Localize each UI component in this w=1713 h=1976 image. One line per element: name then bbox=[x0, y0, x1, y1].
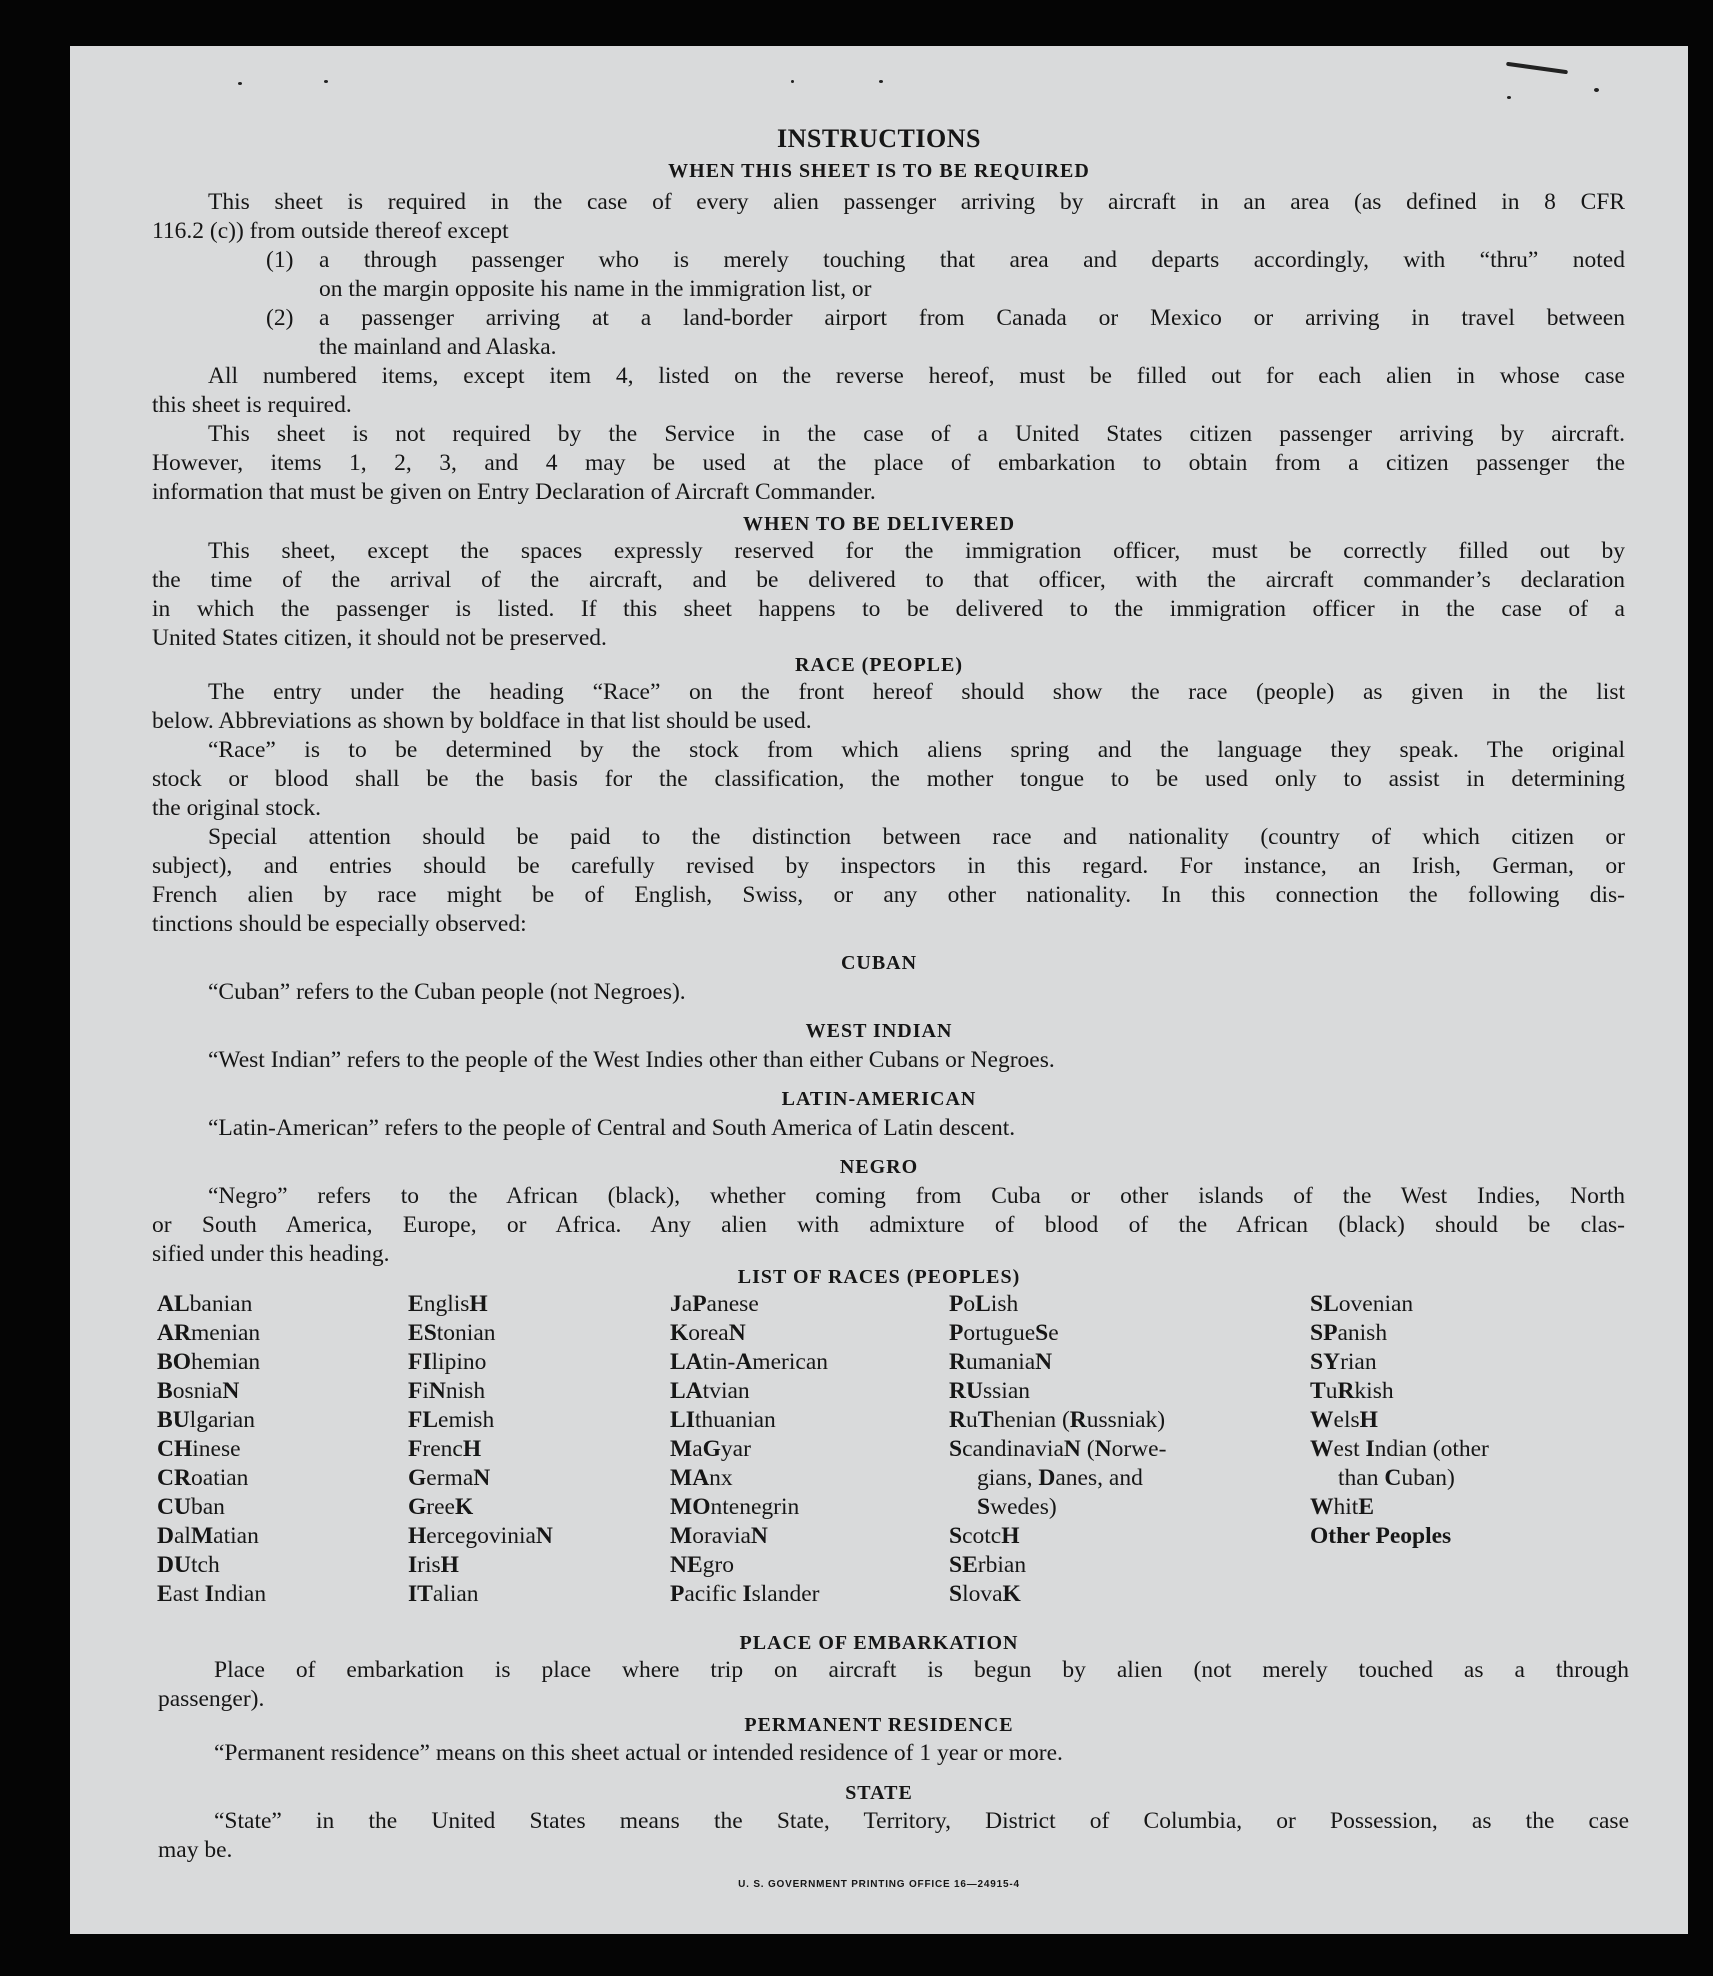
paragraph-line: This sheet, except the spaces expressly reserved for the immigration officer, must be correctly filled out by bbox=[208, 538, 1625, 564]
race-column-4 bbox=[949, 1290, 1166, 1609]
paragraph-line: Special attention should be paid to the distinction between race and nationality (country of which citizen or bbox=[208, 824, 1625, 850]
scan-speck bbox=[1507, 96, 1511, 99]
race-column-2 bbox=[408, 1290, 553, 1609]
paragraph-line: “Cuban” refers to the Cuban people (not Negroes). bbox=[208, 979, 686, 1005]
paragraph-line: This sheet is not required by the Service in the case of a United States citizen passenger arriving by aircraft. bbox=[208, 421, 1625, 447]
section-heading-residence: PERMANENT RESIDENCE bbox=[744, 1714, 1014, 1736]
paragraph-line: or South America, Europe, or Africa. Any alien with admixture of blood of the African (black) should be clas- bbox=[152, 1212, 1625, 1238]
paragraph-line: stock or blood shall be the basis for the classification, the mother tongue to be used only to assist in determining bbox=[152, 766, 1625, 792]
race-entry: SPanish bbox=[1310, 1320, 1388, 1346]
paragraph-line: subject), and entries should be carefully revised by inspectors in this regard. For instance, an Irish, German, or bbox=[152, 853, 1625, 879]
race-entry: than Cuban) bbox=[1338, 1465, 1455, 1491]
race-entry: TuRkish bbox=[1310, 1378, 1394, 1404]
paragraph-line: the time of the arrival of the aircraft, and be delivered to that officer, with the aircraft commander’s declaration bbox=[152, 567, 1625, 593]
paragraph-line: below. Abbreviations as shown by boldface in that list should be used. bbox=[152, 708, 812, 734]
paragraph-line: “Permanent residence” means on this sheet actual or intended residence of 1 year or more. bbox=[214, 1740, 1063, 1766]
race-entry: SYrian bbox=[1310, 1349, 1377, 1375]
scan-speck bbox=[1594, 88, 1599, 92]
race-entry: RumaniaN bbox=[949, 1349, 1053, 1375]
race-entry: CRoatian bbox=[157, 1465, 249, 1491]
document-sheet bbox=[70, 46, 1688, 1934]
paragraph-line: this sheet is required. bbox=[152, 392, 352, 418]
race-entry: HercegoviniaN bbox=[408, 1523, 553, 1549]
race-entry: ARmenian bbox=[157, 1320, 261, 1346]
race-entry: West Indian (other bbox=[1310, 1436, 1489, 1462]
paragraph-line: the mainland and Alaska. bbox=[319, 334, 557, 360]
race-entry: RUssian bbox=[949, 1378, 1030, 1404]
paragraph-line: “State” in the United States means the State, Territory, District of Columbia, or Possession, as the case bbox=[214, 1808, 1629, 1834]
race-entry: EStonian bbox=[408, 1320, 496, 1346]
section-heading-cuban: CUBAN bbox=[840, 952, 918, 974]
paragraph-line: French alien by race might be of English, Swiss, or any other nationality. In this connection the following dis- bbox=[152, 882, 1625, 908]
pen-mark bbox=[1506, 62, 1568, 75]
paragraph-line: “Race” is to be determined by the stock from which aliens spring and the language they speak. The original bbox=[208, 737, 1625, 763]
paragraph-line: a passenger arriving at a land-border airport from Canada or Mexico or arriving in travel between bbox=[319, 305, 1625, 331]
paragraph-line: on the margin opposite his name in the immigration list, or bbox=[319, 276, 872, 302]
paragraph-line: All numbered items, except item 4, listed on the reverse hereof, must be filled out for each alien in whose case bbox=[208, 363, 1625, 389]
section-heading-race: RACE (PEOPLE) bbox=[795, 654, 963, 676]
race-entry: SlovaK bbox=[949, 1581, 1021, 1607]
race-entry: DUtch bbox=[157, 1552, 220, 1578]
race-entry: FrencH bbox=[408, 1436, 482, 1462]
race-entry: WhitE bbox=[1310, 1494, 1374, 1520]
race-entry: BOhemian bbox=[157, 1349, 261, 1375]
race-entry: FiNnish bbox=[408, 1378, 486, 1404]
section-heading-negro: NEGRO bbox=[839, 1156, 919, 1178]
race-entry: IrisH bbox=[408, 1552, 459, 1578]
race-entry: MoraviaN bbox=[670, 1523, 768, 1549]
race-entry: SErbian bbox=[949, 1552, 1027, 1578]
paragraph-line: The entry under the heading “Race” on the front hereof should show the race (people) as given in the list bbox=[208, 679, 1625, 705]
race-entry: FIlipino bbox=[408, 1349, 487, 1375]
race-entry: ScandinaviaN (Norwe- bbox=[949, 1436, 1167, 1462]
printer-imprint: U. S. GOVERNMENT PRINTING OFFICE 16—24915-4 bbox=[738, 1879, 1020, 1890]
race-column-1 bbox=[157, 1290, 266, 1609]
race-entry: Other Peoples bbox=[1310, 1523, 1452, 1549]
scan-speck bbox=[791, 80, 794, 83]
race-column-3 bbox=[670, 1290, 828, 1609]
page-title: INSTRUCTIONS bbox=[777, 124, 981, 153]
race-entry: CUban bbox=[157, 1494, 225, 1520]
paragraph-line: Place of embarkation is place where trip on aircraft is begun by alien (not merely touched as a through bbox=[214, 1657, 1629, 1683]
section-heading-state: STATE bbox=[845, 1782, 913, 1804]
paragraph-line: a through passenger who is merely touching that area and departs accordingly, with “thru” noted bbox=[319, 247, 1625, 273]
scan-speck bbox=[879, 80, 883, 83]
race-entry: LAtin-American bbox=[670, 1349, 828, 1375]
race-entry: East Indian bbox=[157, 1581, 267, 1607]
paragraph-line: “Negro” refers to the African (black), whether coming from Cuba or other islands of the West Indies, North bbox=[208, 1183, 1625, 1209]
race-entry: PortugueSe bbox=[949, 1320, 1059, 1346]
section-heading-west-indian: WEST INDIAN bbox=[805, 1020, 953, 1042]
section-heading-latin-american: LATIN-AMERICAN bbox=[781, 1088, 977, 1110]
race-entry: SLovenian bbox=[1310, 1291, 1414, 1317]
paragraph-line: tinctions should be especially observed: bbox=[152, 911, 527, 937]
paragraph-line: information that must be given on Entry Declaration of Aircraft Commander. bbox=[152, 479, 876, 505]
race-entry: Swedes) bbox=[977, 1494, 1057, 1520]
paragraph-line: This sheet is required in the case of every alien passenger arriving by aircraft in an area (as defined in 8 CFR bbox=[208, 189, 1625, 215]
section-heading-delivered: WHEN TO BE DELIVERED bbox=[742, 513, 1016, 535]
race-entry: GermaN bbox=[408, 1465, 491, 1491]
section-heading-embarkation: PLACE OF EMBARKATION bbox=[739, 1632, 1019, 1654]
paragraph-line: passenger). bbox=[158, 1686, 265, 1712]
race-entry: gians, Danes, and bbox=[977, 1465, 1143, 1491]
race-entry: ALbanian bbox=[157, 1291, 253, 1317]
scan-speck bbox=[324, 80, 328, 83]
race-entry: LAtvian bbox=[670, 1378, 750, 1404]
race-entry: RuThenian (Russniak) bbox=[949, 1407, 1166, 1433]
paragraph-line: the original stock. bbox=[152, 795, 322, 821]
race-entry: FLemish bbox=[408, 1407, 495, 1433]
race-entry: PoLish bbox=[949, 1291, 1019, 1317]
paragraph-line: 116.2 (c)) from outside thereof except bbox=[152, 218, 509, 244]
race-entry: Pacific Islander bbox=[670, 1581, 820, 1607]
paragraph-line: “Latin-American” refers to the people of Central and South America of Latin descent. bbox=[208, 1115, 1016, 1141]
section-heading-required: WHEN THIS SHEET IS TO BE REQUIRED bbox=[668, 160, 1090, 182]
list-number: (1) bbox=[266, 247, 294, 273]
paragraph-line: sified under this heading. bbox=[152, 1241, 390, 1267]
paragraph-line: United States citizen, it should not be preserved. bbox=[152, 625, 607, 651]
paragraph-line: may be. bbox=[158, 1837, 233, 1863]
race-entry: CHinese bbox=[157, 1436, 241, 1462]
race-entry: ITalian bbox=[408, 1581, 479, 1607]
race-entry: BosniaN bbox=[157, 1378, 240, 1404]
paragraph-line: in which the passenger is listed. If this sheet happens to be delivered to the immigration officer in the case of a bbox=[152, 596, 1625, 622]
paragraph-line: However, items 1, 2, 3, and 4 may be used at the place of embarkation to obtain from a citizen passenger the bbox=[152, 450, 1625, 476]
race-entry: EnglisH bbox=[408, 1291, 488, 1317]
race-entry: JaPanese bbox=[670, 1291, 759, 1317]
race-column-5 bbox=[1310, 1290, 1489, 1551]
race-entry: MAnx bbox=[670, 1465, 733, 1491]
race-entry: GreeK bbox=[408, 1494, 474, 1520]
race-entry: MOntenegrin bbox=[670, 1494, 800, 1520]
paragraph-line: “West Indian” refers to the people of the West Indies other than either Cubans or Negroes. bbox=[208, 1047, 1055, 1073]
race-entry: MaGyar bbox=[670, 1436, 751, 1462]
scan-speck bbox=[238, 82, 242, 85]
race-entry: ScotcH bbox=[949, 1523, 1020, 1549]
race-entry: LIthuanian bbox=[670, 1407, 776, 1433]
race-entry: KoreaN bbox=[670, 1320, 746, 1346]
list-number: (2) bbox=[266, 305, 294, 331]
race-entry: DalMatian bbox=[157, 1523, 259, 1549]
list-heading: LIST OF RACES (PEOPLES) bbox=[737, 1266, 1021, 1288]
race-entry: NEgro bbox=[670, 1552, 734, 1578]
race-entry: WelsH bbox=[1310, 1407, 1378, 1433]
race-entry: BUlgarian bbox=[157, 1407, 255, 1433]
